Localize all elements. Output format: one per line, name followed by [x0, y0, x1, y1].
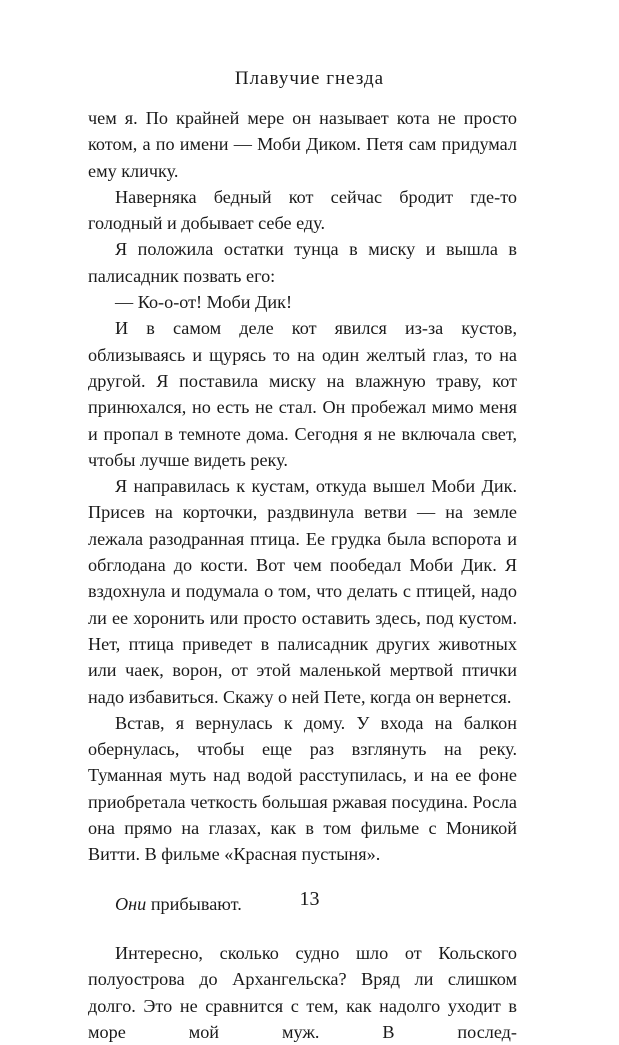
paragraph: Я положила остатки тунца в миску и вышла в палисадник позвать его: [88, 239, 517, 286]
paragraph-continued: чем я. По крайней мере он называет кота не просто котом, а по имени — Моби Диком. Петя сам придумал ему кличку. [88, 108, 517, 181]
paragraph: Встав, я вернулась к дому. У входа на балкон обернулась, чтобы еще раз взглянуть на реку. Туманная муть над водой расступилась, и на ее фоне приобретала четкость большая ржавая посудина. Росла она прямо на глазах, как в том фильме с Моникой Витти. В фильме «Красная пустыня». [88, 712, 517, 865]
paragraph: И в самом деле кот явился из-за кустов, облизываясь и щурясь то на один желтый глаз, то на другой. Я поставила миску на влажную траву, кот принюхался, но есть не стал. Он пробежал мимо меня и пропал в темноте дома. Сегодня я не включала свет, чтобы лучше видеть реку. [88, 318, 517, 470]
paragraph: Я направилась к кустам, откуда вышел Моби Дик. Присев на корточки, раздвинула ветви — на земле лежала разодранная птица. Ее грудка была вспорота и обглодана до кости. Вот чем пообедал Моби Дик. Я вздохнула и подумала о том, что делать с птицей, надо ли ее хоронить или просто оставить здесь, под кустом. Нет, птица приведет в палисадник других животных или чаек, ворон, от этой маленькой мертвой птички надо избавиться. Скажу о ней Пете, когда он вернется. [88, 476, 517, 707]
italic-line-rest: прибывают. [146, 893, 242, 914]
running-head: Плавучие гнезда [234, 68, 385, 89]
closing-paragraph: Интересно, сколько судно шло от Кольского полуострова до Архангельска? Вряд ли слишком долго. Это не сравнится с тем, как надолго уходит в море мой муж. В послед- [88, 942, 517, 1042]
italic-word: Они [115, 893, 147, 914]
page-number: 13 [299, 888, 320, 910]
paragraph: Наверняка бедный кот сейчас бродит где-то голодный и добывает себе еду. [88, 186, 517, 234]
dialogue-line: — Ко-о-от! Моби Дик! [115, 292, 293, 313]
section-gap [88, 917, 517, 940]
